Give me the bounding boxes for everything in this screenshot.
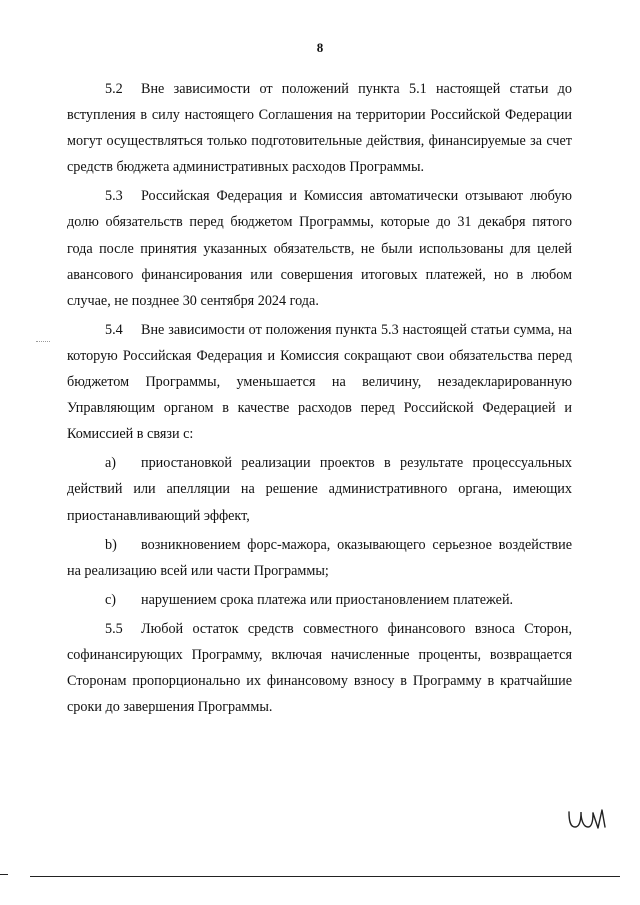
paragraph-number: 5.5 bbox=[105, 620, 123, 637]
margin-scan-mark bbox=[36, 341, 50, 342]
paragraph-text: Российская Федерация и Комиссия автоматически отзывают любую долю обязательств перед бюджетом Программы, которые до 31 декабря пятого года после принятия указанных обязательств, не были использованы для целей авансового финансирования или совершения итоговых платежей, но в любом случае, не позднее 30 сентября 2024 года. bbox=[67, 188, 572, 309]
edge-mark bbox=[0, 874, 8, 875]
paragraph-number: 5.4 bbox=[105, 321, 123, 338]
paragraph-number: 5.3 bbox=[105, 188, 123, 205]
list-item-marker: c) bbox=[105, 591, 117, 608]
list-item-marker: а) bbox=[105, 455, 117, 472]
list-item-marker: b) bbox=[105, 536, 117, 553]
paragraph-5-5 bbox=[67, 616, 572, 720]
paragraph-text: Вне зависимости от положения пункта 5.3 настоящей статьи сумма, на которую Российская Федерация и Комиссия сокращают свои обязательства перед бюджетом Программы, уменьшается на величину, незадекларированную Управляющим органом в качестве расходов перед Российской Федерацией и Комиссией в связи с: bbox=[67, 321, 572, 443]
paragraph-text: Вне зависимости от положений пункта 5.1 настоящей статьи до вступления в силу настоящего Соглашения на территории Российской Федерации могут осуществляться только подготовительные действия, финансируемые за счет средств бюджета административных расходов Программы. bbox=[67, 81, 572, 176]
handwritten-initials bbox=[566, 804, 610, 834]
paragraph-5-4 bbox=[67, 317, 572, 447]
list-item-text: приостановкой реализации проектов в результате процессуальных действий или апелляции на решение административного органа, имеющих приостанавливающий эффект, bbox=[67, 455, 572, 524]
footer-rule bbox=[30, 876, 620, 877]
document-body bbox=[67, 76, 572, 720]
list-item-c bbox=[67, 587, 572, 613]
paragraph-text: Любой остаток средств совместного финансового взноса Сторон, софинансирующих Программу, включая начисленные проценты, возвращается Сторонам пропорционально их финансовому взносу в Программу в кратчайшие сроки до завершения Программы. bbox=[67, 620, 572, 716]
list-item-a bbox=[67, 450, 572, 528]
list-item-text: возникновением форс-мажора, оказывающего серьезное воздействие на реализацию всей или части Программы; bbox=[67, 536, 572, 579]
paragraph-5-3 bbox=[67, 183, 572, 313]
list-item-text: нарушением срока платежа или приостановлением платежей. bbox=[141, 591, 514, 608]
paragraph-5-2 bbox=[67, 76, 572, 180]
page-number: 8 bbox=[316, 40, 324, 55]
list-item-b bbox=[67, 532, 572, 584]
paragraph-number: 5.2 bbox=[105, 81, 123, 97]
